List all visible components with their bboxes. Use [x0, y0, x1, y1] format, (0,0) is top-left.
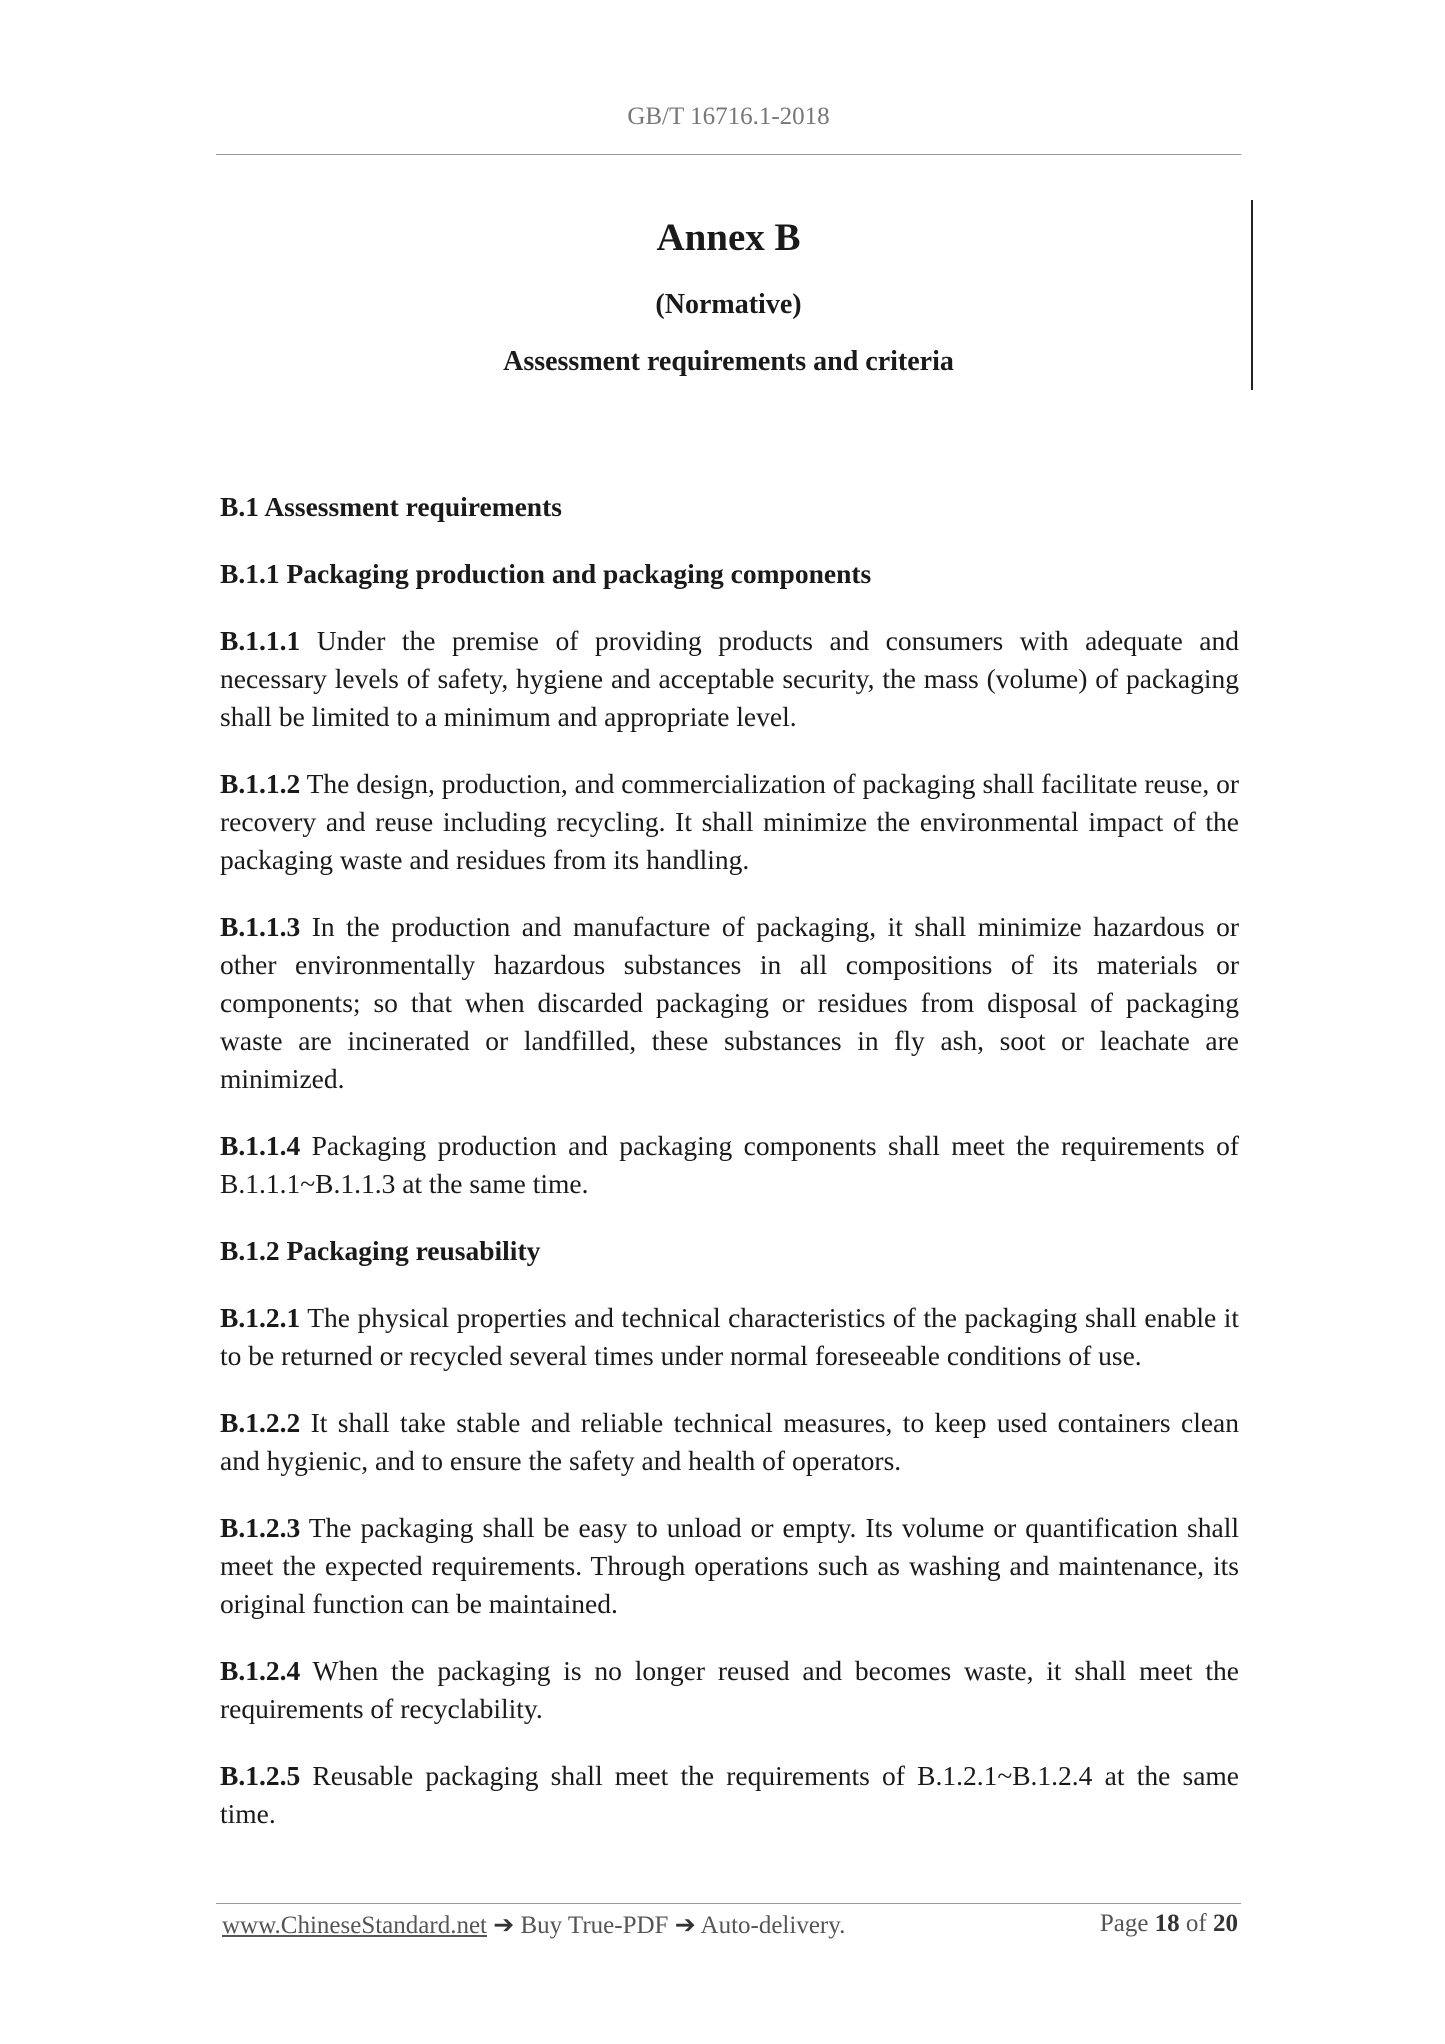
section-heading-b1: B.1 Assessment requirements — [220, 491, 562, 522]
clause-text: The physical properties and technical characteristics of the packaging shall enable it to be returned or recycled several times under normal foreseeable conditions of use. — [220, 1302, 1239, 1371]
clause-text: Under the premise of providing products and consumers with adequate and necessary levels of safety, hygiene and acceptable security, the mass (volume) of packaging shall be limited to a minimum and appropriate level. — [220, 625, 1239, 732]
clause-b122 — [220, 1404, 1239, 1480]
of-label: of — [1185, 1910, 1207, 1937]
clause-b121 — [220, 1299, 1239, 1375]
website-link[interactable]: www.ChineseStandard.net — [222, 1912, 487, 1939]
clause-b125 — [220, 1757, 1239, 1833]
clause-number: B.1.2.1 — [220, 1302, 301, 1333]
page-label: Page — [1099, 1910, 1149, 1937]
buy-true-pdf-text: Buy True-PDF — [520, 1912, 669, 1939]
auto-delivery-text: Auto-delivery. — [700, 1912, 846, 1939]
right-arrow-icon: ➔ — [674, 1912, 696, 1939]
clause-number: B.1.1.1 — [220, 625, 301, 656]
clause-number: B.1.2.4 — [220, 1655, 301, 1686]
clause-text: It shall take stable and reliable technical measures, to keep used containers clean and hygienic, and to ensure the safety and health of operators. — [220, 1407, 1239, 1476]
document-id-header: GB/T 16716.1-2018 — [627, 103, 830, 130]
clause-number: B.1.2.3 — [220, 1512, 301, 1543]
annex-title: Annex B — [656, 216, 801, 259]
clause-number: B.1.1.3 — [220, 911, 301, 942]
revision-change-bar — [1251, 200, 1253, 390]
annex-subtitle: (Normative) — [655, 289, 802, 320]
clause-b111 — [220, 622, 1239, 736]
section-heading-b12: B.1.2 Packaging reusability — [220, 1235, 541, 1266]
clause-b123 — [220, 1509, 1239, 1623]
clause-number: B.1.2.5 — [220, 1760, 301, 1791]
clause-b114 — [220, 1127, 1239, 1203]
total-pages: 20 — [1213, 1910, 1238, 1937]
clause-text: The design, production, and commercialization of packaging shall facilitate reuse, or recovery and reuse including recycling. It shall minimize the environmental impact of the packaging waste and residues from its handling. — [220, 768, 1239, 875]
clause-number: B.1.2.2 — [220, 1407, 301, 1438]
section-heading-b11: B.1.1 Packaging production and packaging components — [220, 558, 872, 589]
document-body — [220, 488, 1239, 1862]
header-divider — [216, 154, 1241, 155]
clause-text: Packaging production and packaging components shall meet the requirements of B.1.1.1~B.1.1.3 at the same time. — [220, 1130, 1239, 1199]
page-indicator — [1100, 1910, 1238, 1938]
clause-b124 — [220, 1652, 1239, 1728]
annex-heading: Assessment requirements and criteria — [503, 346, 954, 377]
clause-b113 — [220, 908, 1239, 1098]
clause-text: Reusable packaging shall meet the requirements of B.1.2.1~B.1.2.4 at the same time. — [220, 1760, 1239, 1829]
page-footer — [222, 1910, 1238, 1940]
right-arrow-icon: ➔ — [493, 1912, 515, 1939]
clause-b112 — [220, 765, 1239, 879]
clause-text: The packaging shall be easy to unload or empty. Its volume or quantification shall meet the expected requirements. Through operations such as washing and maintenance, its original function can be maintained. — [220, 1512, 1239, 1619]
clause-number: B.1.1.2 — [220, 768, 301, 799]
current-page-number: 18 — [1154, 1910, 1180, 1937]
clause-number: B.1.1.4 — [220, 1130, 301, 1161]
clause-text: In the production and manufacture of packaging, it shall minimize hazardous or other environmentally hazardous substances in all compositions of its materials or components; so that when discarded packaging or residues from disposal of packaging waste are incinerated or landfilled, these substances in fly ash, soot or leachate are minimized. — [220, 911, 1239, 1094]
footer-divider — [216, 1903, 1241, 1904]
clause-text: When the packaging is no longer reused and becomes waste, it shall meet the requirements of recyclability. — [220, 1655, 1239, 1724]
